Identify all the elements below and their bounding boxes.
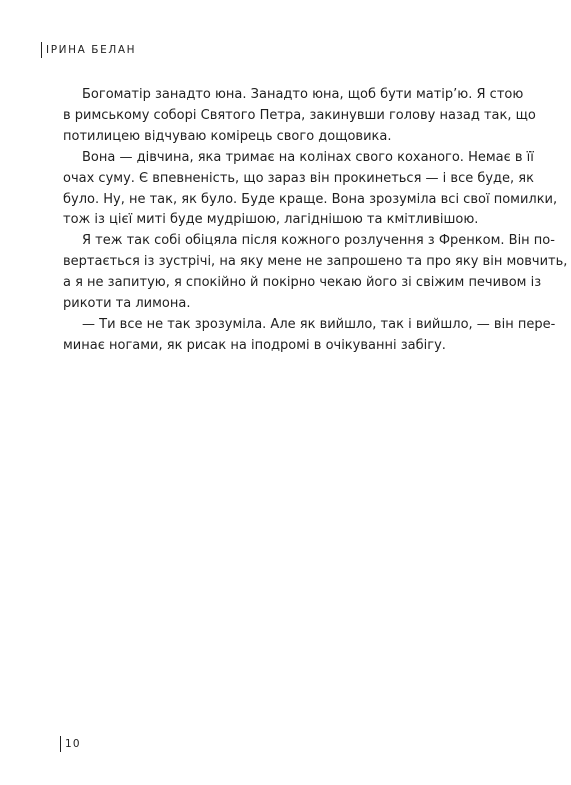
running-head [41, 42, 136, 58]
paragraph-3 [63, 231, 568, 315]
paragraph-1 [63, 85, 536, 148]
paragraph-4 [63, 315, 556, 357]
text-line: а я не запитую, я спокійно й покірно чекаю його зі свіжим печивом із [63, 275, 542, 291]
text-line: тож із цієї миті буде мудрішою, лагіднішою та кмітливішою. [63, 212, 479, 228]
text-line: рикоти та лимона. [63, 296, 191, 312]
text-line: Богоматір занадто юна. Занадто юна, щоб бути матір’ю. Я стою [82, 87, 524, 102]
body-text [63, 85, 568, 357]
paragraph-2 [63, 148, 558, 232]
text-line: в римському соборі Святого Петра, закинувши голову назад так, що [63, 107, 536, 123]
text-line: минає ногами, як рисак на іподромі в очікуванні забігу. [63, 337, 446, 353]
author-name: ІРИНА БЕЛАН [46, 44, 137, 56]
text-line: потилицею відчуваю комірець свого дощовика. [63, 128, 392, 144]
text-line: вертається із зустрічі, на яку мене не запрошено та про яку він мовчить, [63, 254, 568, 270]
text-line: — Ти все не так зрозуміла. Але як вийшло, так і вийшло, — він пере- [82, 316, 556, 332]
page-folio [60, 736, 81, 752]
text-line: Я теж так собі обіцяла після кожного розлучення з Френком. Він по- [82, 233, 555, 249]
text-line: було. Ну, не так, як було. Буде краще. Вона зрозуміла всі свої помилки, [63, 191, 558, 207]
page-number: 10 [65, 738, 81, 750]
header-rule [41, 42, 42, 58]
text-line: Вона — дівчина, яка тримає на колінах свого коханого. Немає в її [82, 149, 534, 165]
text-line: очах суму. Є впевненість, що зараз він прокинеться — і все буде, як [63, 170, 534, 186]
folio-rule [60, 736, 61, 752]
